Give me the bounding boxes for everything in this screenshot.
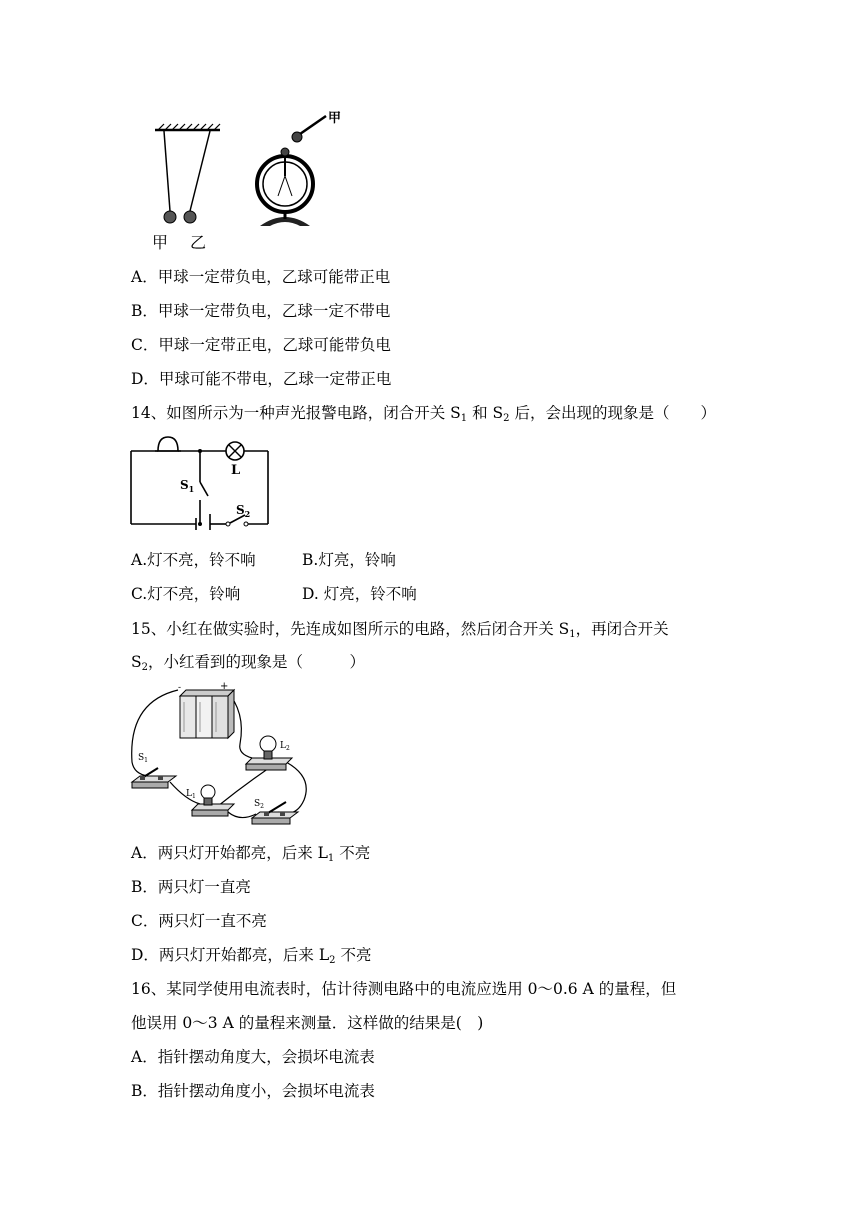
fig13-label-yi: 乙 bbox=[190, 233, 207, 252]
q14-option-b: B.灯亮，铃响 bbox=[302, 551, 396, 569]
battery-icon bbox=[180, 690, 234, 738]
q15-l2-label: $L_2$ bbox=[280, 741, 290, 752]
q15-option-b: B．两只灯一直亮 bbox=[131, 878, 251, 896]
bell-icon bbox=[158, 437, 178, 451]
q13-figure bbox=[140, 104, 360, 256]
fig13-label-jia-top: 甲 bbox=[328, 111, 342, 126]
q14-lamp-label: L bbox=[231, 463, 241, 478]
q14-s1-label: $S_1$ bbox=[180, 478, 195, 494]
q16-option-a: A．指针摆动角度大，会损坏电流表 bbox=[131, 1048, 375, 1066]
q15-circuit-illustration bbox=[128, 682, 318, 832]
q13-option-a: A．甲球一定带负电，乙球可能带正电 bbox=[131, 268, 391, 286]
q13-option-c: C．甲球一定带正电，乙球可能带负电 bbox=[131, 336, 391, 354]
lamp-l1-icon bbox=[192, 785, 234, 816]
q15-s2-label: $S_2$ bbox=[254, 799, 264, 810]
q14-row-ab bbox=[131, 549, 396, 571]
q16-stem-line1: 16、某同学使用电流表时，估计待测电路中的电流应选用 0～0.6 A 的量程，但 bbox=[131, 980, 677, 998]
q15-option-a: A．两只灯开始都亮，后来 $L_1$ 不亮 bbox=[131, 844, 371, 864]
q15-l1-label: $L_1$ bbox=[186, 789, 196, 800]
q14-row-cd bbox=[131, 583, 417, 605]
q16-option-b: B．指针摆动角度小，会损坏电流表 bbox=[131, 1082, 375, 1100]
q14-s2-label: $S_2$ bbox=[236, 503, 251, 519]
q16-stem-line2: 他误用 0～3 A 的量程来测量．这样做的结果是( ) bbox=[131, 1014, 484, 1032]
fig13-label-jia: 甲 bbox=[152, 233, 169, 252]
q14-option-a: A.灯不亮，铃不响 bbox=[131, 551, 256, 569]
q14-option-c: C.灯不亮，铃响 bbox=[131, 585, 241, 603]
q15-option-c: C．两只灯一直不亮 bbox=[131, 912, 267, 930]
switch-s1-icon bbox=[132, 768, 176, 788]
q14-circuit-diagram bbox=[128, 434, 278, 530]
q13-option-d: D．甲球可能不带电，乙球一定带正电 bbox=[131, 370, 392, 388]
q15-stem-line2: $S_2$，小红看到的现象是（ ） bbox=[131, 653, 366, 673]
q15-minus-label: - bbox=[178, 683, 182, 693]
q15-plus-label: + bbox=[220, 682, 229, 692]
q15-option-d: D．两只灯开始都亮，后来 $L_2$ 不亮 bbox=[131, 946, 372, 966]
q13-option-b: B．甲球一定带负电，乙球一定不带电 bbox=[131, 302, 391, 320]
q15-s1-label: $S_1$ bbox=[138, 753, 148, 764]
q14-option-d: D. 灯亮，铃不响 bbox=[302, 585, 417, 603]
q15-stem-line1: 15、小红在做实验时，先连成如图所示的电路，然后闭合开关 $S_1$，再闭合开关 bbox=[131, 620, 669, 640]
q14-stem: 14、如图所示为一种声光报警电路，闭合开关 $S_1$ 和 $S_2$ 后，会出现的现象是（ ） bbox=[131, 404, 716, 424]
